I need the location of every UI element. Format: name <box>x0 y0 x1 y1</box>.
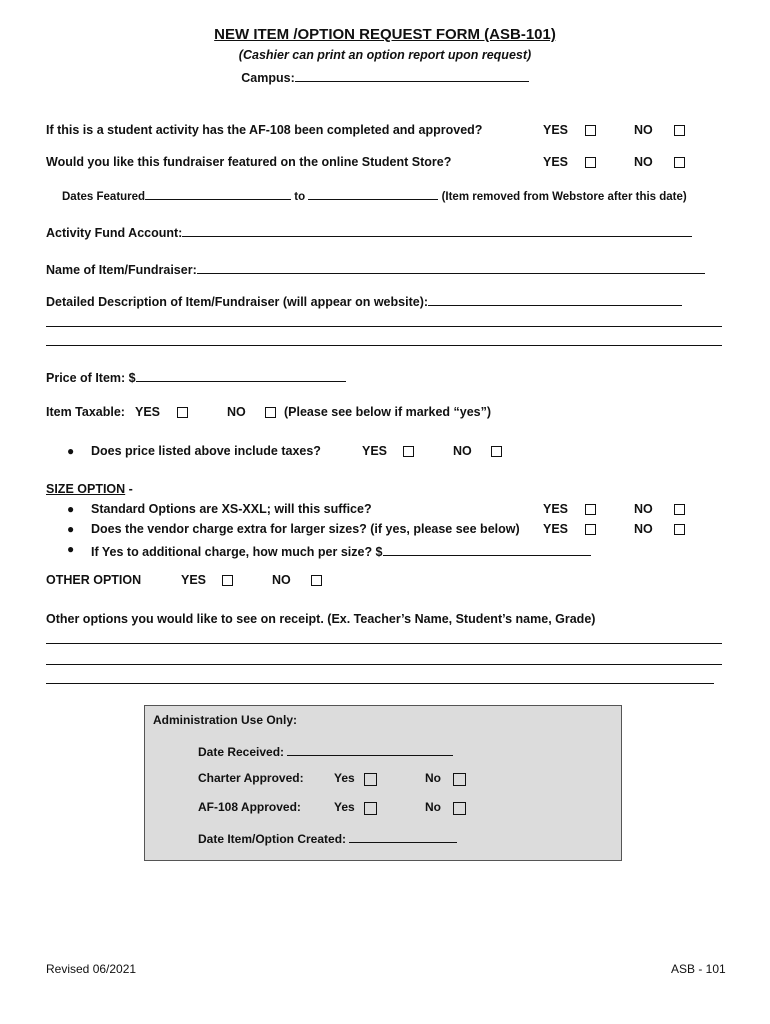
dates-featured-row <box>62 186 687 203</box>
taxable-yes-checkbox[interactable] <box>177 407 188 418</box>
form-title: NEW ITEM /OPTION REQUEST FORM (ASB-101) <box>214 26 556 43</box>
bullet-icon: ● <box>67 444 75 458</box>
admin-af108-label: AF-108 Approved: <box>198 800 301 814</box>
admin-charter-label: Charter Approved: <box>198 771 304 785</box>
taxable-no-label: NO <box>227 405 246 419</box>
admin-date-created-label: Date Item/Option Created: <box>198 832 347 846</box>
admin-charter-no-checkbox[interactable] <box>453 773 466 786</box>
taxable-label: Item Taxable: <box>46 405 125 419</box>
other-no-label: NO <box>272 573 291 587</box>
size-charge-row <box>91 542 591 559</box>
featured-no-checkbox[interactable] <box>674 157 685 168</box>
admin-use-box <box>144 705 622 861</box>
af108-yes-label: YES <box>543 123 569 137</box>
size-extra-no-label: NO <box>634 522 653 536</box>
size-option-heading-row <box>46 482 133 496</box>
taxable-yes-label: YES <box>135 405 161 419</box>
receipt-line-3[interactable] <box>46 683 714 684</box>
description-line-2[interactable] <box>46 345 722 346</box>
dates-note: (Item removed from Webstore after this date) <box>441 191 687 203</box>
price-label: Price of Item: $ <box>46 371 136 385</box>
admin-af108-no-label: No <box>425 800 441 814</box>
item-name-label: Name of Item/Fundraiser: <box>46 263 197 277</box>
size-option-dash: - <box>125 482 133 496</box>
size-standard-yes-label: YES <box>543 502 569 516</box>
af108-no-checkbox[interactable] <box>674 125 685 136</box>
af108-no-label: NO <box>634 123 653 137</box>
admin-date-received-label: Date Received: <box>198 745 285 759</box>
featured-yes-label: YES <box>543 155 569 169</box>
description-line-1[interactable] <box>46 326 722 327</box>
price-field[interactable] <box>136 368 346 382</box>
dates-end-field[interactable] <box>308 186 438 200</box>
admin-heading: Administration Use Only: <box>153 713 298 727</box>
admin-date-created-field[interactable] <box>349 829 457 843</box>
af108-yes-checkbox[interactable] <box>585 125 596 136</box>
tax-included-no-checkbox[interactable] <box>491 446 502 457</box>
activity-fund-row <box>46 223 692 240</box>
description-field[interactable] <box>428 292 682 306</box>
af108-question: If this is a student activity has the AF-108 been completed and approved? <box>46 123 483 137</box>
price-row <box>46 368 346 385</box>
receipt-options-question: Other options you would like to see on receipt. (Ex. Teacher’s Name, Student’s name, Grade) <box>46 612 596 626</box>
size-charge-field[interactable] <box>383 542 591 556</box>
size-standard-question: Standard Options are XS-XXL; will this suffice? <box>91 502 372 516</box>
activity-fund-label: Activity Fund Account: <box>46 226 183 240</box>
size-standard-yes-checkbox[interactable] <box>585 504 596 515</box>
featured-question: Would you like this fundraiser featured on the online Student Store? <box>46 155 452 169</box>
dates-featured-label: Dates Featured <box>62 191 146 203</box>
item-name-row <box>46 260 705 277</box>
size-extra-charge-question: Does the vendor charge extra for larger sizes? (if yes, please see below) <box>91 522 520 536</box>
receipt-line-2[interactable] <box>46 664 722 665</box>
admin-af108-yes-label: Yes <box>334 800 355 814</box>
campus-field[interactable] <box>295 68 529 82</box>
tax-included-yes-label: YES <box>362 444 388 458</box>
size-option-heading: SIZE OPTION <box>46 482 126 496</box>
size-extra-no-checkbox[interactable] <box>674 524 685 535</box>
description-label: Detailed Description of Item/Fundraiser (will appear on website): <box>46 295 429 309</box>
admin-charter-no-label: No <box>425 771 441 785</box>
receipt-line-1[interactable] <box>46 643 722 644</box>
form-code: ASB - 101 <box>671 962 726 976</box>
featured-yes-checkbox[interactable] <box>585 157 596 168</box>
taxable-no-checkbox[interactable] <box>265 407 276 418</box>
admin-date-created-row <box>198 829 457 846</box>
tax-included-no-label: NO <box>453 444 472 458</box>
size-extra-yes-label: YES <box>543 522 569 536</box>
tax-included-yes-checkbox[interactable] <box>403 446 414 457</box>
other-yes-checkbox[interactable] <box>222 575 233 586</box>
taxable-note: (Please see below if marked “yes”) <box>284 405 492 419</box>
size-extra-yes-checkbox[interactable] <box>585 524 596 535</box>
admin-af108-no-checkbox[interactable] <box>453 802 466 815</box>
other-no-checkbox[interactable] <box>311 575 322 586</box>
tax-included-question: Does price listed above include taxes? <box>91 444 321 458</box>
activity-fund-field[interactable] <box>182 223 692 237</box>
revised-date: Revised 06/2021 <box>46 962 137 976</box>
admin-af108-yes-checkbox[interactable] <box>364 802 377 815</box>
description-row <box>46 292 682 309</box>
dates-to-label: to <box>294 191 306 203</box>
size-standard-no-checkbox[interactable] <box>674 504 685 515</box>
admin-date-received-field[interactable] <box>287 742 453 756</box>
size-standard-no-label: NO <box>634 502 653 516</box>
bullet-icon: ● <box>67 502 75 516</box>
other-option-label: OTHER OPTION <box>46 573 142 587</box>
bullet-icon: ● <box>67 542 75 556</box>
admin-charter-yes-checkbox[interactable] <box>364 773 377 786</box>
campus-label: Campus: <box>241 71 295 85</box>
campus-row <box>0 68 770 85</box>
item-name-field[interactable] <box>197 260 705 274</box>
other-yes-label: YES <box>181 573 207 587</box>
featured-no-label: NO <box>634 155 653 169</box>
admin-date-received-row <box>198 742 453 759</box>
bullet-icon: ● <box>67 522 75 536</box>
admin-charter-yes-label: Yes <box>334 771 355 785</box>
dates-start-field[interactable] <box>145 186 291 200</box>
size-charge-label: If Yes to additional charge, how much per size? $ <box>91 545 383 559</box>
form-subtitle: (Cashier can print an option report upon request) <box>238 48 532 62</box>
